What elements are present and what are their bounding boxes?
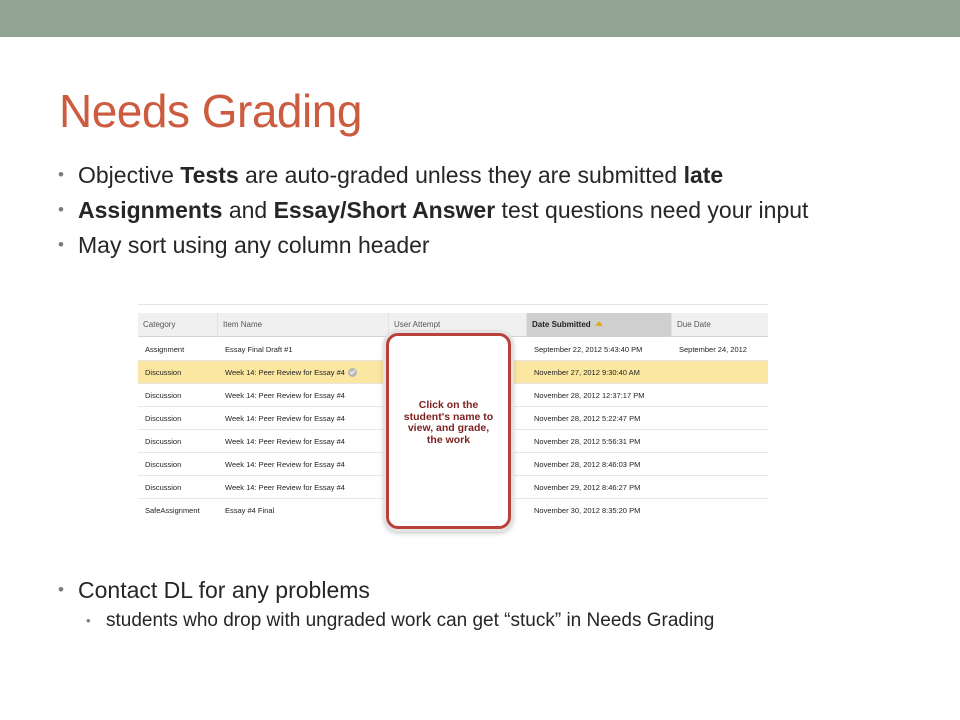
cell-due (672, 407, 768, 430)
sort-ascending-icon (595, 321, 603, 326)
bullet-text: and (222, 197, 274, 223)
cell-text: Discussion (145, 368, 182, 377)
top-accent-bar (0, 0, 960, 37)
cell-text: November 28, 2012 5:56:31 PM (534, 437, 641, 446)
cell-text: November 29, 2012 8:46:27 PM (534, 483, 641, 492)
cell-text: November 28, 2012 8:46:03 PM (534, 460, 641, 469)
cell-due (672, 384, 768, 407)
column-header-label: Item Name (223, 320, 263, 329)
cell-text: Discussion (145, 414, 182, 423)
bottom-bullet-list (58, 577, 918, 633)
cell-date (527, 430, 672, 453)
cell-due (672, 430, 768, 453)
column-header-label: Date Submitted (532, 320, 591, 329)
cell-category (138, 453, 218, 476)
cell-text: Week 14: Peer Review for Essay #4 (225, 368, 345, 377)
cell-item[interactable] (218, 499, 389, 522)
bullet-text-bold: Essay/Short Answer (273, 197, 496, 223)
bullet-text: May sort using any column header (78, 232, 430, 258)
cell-due (672, 361, 768, 384)
cell-text: September 24, 2012 (679, 345, 747, 354)
cell-text: September 22, 2012 5:43:40 PM (534, 345, 643, 354)
cell-date (527, 384, 672, 407)
bullet-item (58, 162, 918, 188)
cell-category (138, 338, 218, 361)
cell-text: Discussion (145, 391, 182, 400)
sub-bullet-item: • students who drop with ungraded work can get “stuck” in Needs Grading (86, 609, 918, 633)
column-header-label: Due Date (677, 320, 711, 329)
cell-due (672, 499, 768, 522)
bullet-text-bold: late (683, 162, 724, 188)
cell-item[interactable] (218, 453, 389, 476)
cell-item[interactable] (218, 407, 389, 430)
cell-text: Week 14: Peer Review for Essay #4 (225, 483, 345, 492)
cell-category (138, 361, 218, 384)
cell-due (672, 453, 768, 476)
column-header-due-date[interactable] (672, 313, 768, 337)
column-header-category[interactable] (138, 313, 218, 337)
cell-text: Week 14: Peer Review for Essay #4 (225, 391, 345, 400)
cell-item[interactable] (218, 384, 389, 407)
bullet-list (58, 162, 918, 267)
cell-date (527, 407, 672, 430)
cell-category (138, 499, 218, 522)
cell-text: Week 14: Peer Review for Essay #4 (225, 414, 345, 423)
cell-due (672, 338, 768, 361)
cell-text: Discussion (145, 437, 182, 446)
bullet-text: Contact DL for any problems (78, 577, 370, 603)
bullet-text-bold: Assignments (78, 197, 223, 223)
cell-text: November 28, 2012 12:37:17 PM (534, 391, 645, 400)
cell-text: Week 14: Peer Review for Essay #4 (225, 460, 345, 469)
column-header-date-submitted[interactable] (527, 313, 672, 337)
column-header-label: Category (143, 320, 176, 329)
bullet-text: are auto-graded unless they are submitted (238, 162, 684, 188)
cell-item[interactable] (218, 338, 389, 361)
cell-text: November 28, 2012 5:22:47 PM (534, 414, 641, 423)
cell-text: November 30, 2012 8:35:20 PM (534, 506, 641, 515)
cell-category (138, 384, 218, 407)
cell-text: SafeAssignment (145, 506, 200, 515)
cell-text: Essay Final Draft #1 (225, 345, 293, 354)
cell-date (527, 338, 672, 361)
cell-text: Essay #4 Final (225, 506, 275, 515)
callout-box (386, 333, 511, 529)
cell-text: Week 14: Peer Review for Essay #4 (225, 437, 345, 446)
cell-item[interactable] (218, 430, 389, 453)
cell-item[interactable] (218, 476, 389, 499)
checkmark-icon (348, 368, 357, 377)
column-header-label: User Attempt (394, 320, 441, 329)
bullet-item (58, 232, 918, 258)
cell-due (672, 476, 768, 499)
cell-item[interactable] (218, 361, 389, 384)
slide-title: Needs Grading (59, 85, 362, 137)
callout-text: Click on the student's name to view, and grade, the work (403, 399, 494, 446)
sub-bullet-list (86, 609, 918, 633)
cell-category (138, 430, 218, 453)
cell-date (527, 476, 672, 499)
cell-text: Assignment (145, 345, 185, 354)
cell-category (138, 476, 218, 499)
cell-date (527, 361, 672, 384)
bullet-item (58, 577, 918, 633)
bullet-text: Objective (78, 162, 181, 188)
cell-text: Discussion (145, 460, 182, 469)
cell-text: Discussion (145, 483, 182, 492)
bullet-text-bold: Tests (180, 162, 239, 188)
bullet-item (58, 197, 918, 223)
column-header-item-name[interactable] (218, 313, 389, 337)
cell-category (138, 407, 218, 430)
bullet-text: test questions need your input (495, 197, 809, 223)
cell-text: November 27, 2012 9:30:40 AM (534, 368, 640, 377)
cell-date (527, 453, 672, 476)
cell-date (527, 499, 672, 522)
